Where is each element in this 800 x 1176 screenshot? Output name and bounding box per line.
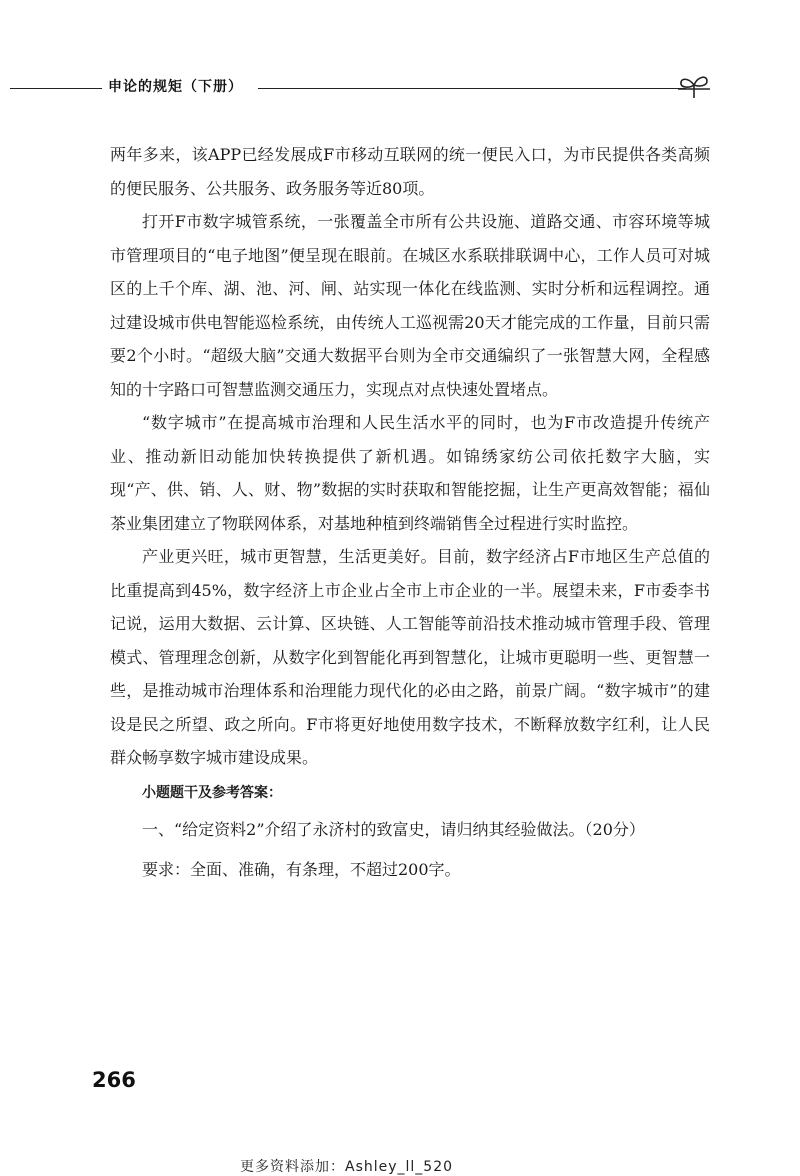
question-1: 一、“给定资料2”介绍了永济村的致富史，请归纳其经验做法。（20分） <box>142 820 645 839</box>
paragraph-2: 打开F市数字城管系统，一张覆盖全市所有公共设施、道路交通、市容环境等城市管理项目的“电子地图”便呈现在眼前。在城区水系联排联调中心，工作人员可对城区的上千个库、湖、池、河、闸、站实现一体化在线监测、实时分析和远程调控。通过建设城市供电智能巡检系统，由传统人工巡视需20天才能完成的工作量，目前只需要2个小时。“超级大脑”交通大数据平台则为全市交通编织了一张智慧大网，全程感知的十字路口可智慧监测交通压力，实现点对点快速处置堵点。 <box>110 212 710 399</box>
paragraph-3: “数字城市”在提高城市治理和人民生活水平的同时，也为F市改造提升传统产业、推动新旧动能加快转换提供了新机遇。如锦绣家纺公司依托数字大脑，实现“产、供、销、人、财、物”数据的实时获取和智能挖掘，让生产更高效智能；福仙茶业集团建立了物联网体系，对基地种植到终端销售全过程进行实时监控。 <box>110 413 710 533</box>
answer-requirement: 要求：全面、准确，有条理，不超过200字。 <box>142 860 461 879</box>
paragraph-4: 产业更兴旺，城市更智慧，生活更美好。目前，数字经济占F市地区生产总值的比重提高到45%，数字经济上市企业占全市上市企业的一半。展望未来，F市委李书记说，运用大数据、云计算、区块链、人工智能等前沿技术推动城市管理手段、管理模式、管理理念创新，从数字化到智能化再到智慧化，让城市更聪明一些、更智慧一些，是推动城市治理体系和治理能力现代化的必由之路，前景广阔。“数字城市”的建设是民之所望、政之所向。F市将更好地使用数字技术，不断释放数字红利，让人民群众畅享数字城市建设成果。 <box>110 547 710 767</box>
sprout-icon <box>676 72 712 100</box>
page-body <box>110 138 710 890</box>
running-header <box>0 72 800 102</box>
section-label: 小题题干及参考答案： <box>142 784 282 801</box>
paragraph-1: 两年多来，该APP已经发展成F市移动互联网的统一便民入口，为市民提供各类高频的便民服务、公共服务、政务服务等近80项。 <box>110 145 710 198</box>
page-number: 266 <box>92 1068 136 1092</box>
header-rule-left <box>10 88 102 89</box>
book-title: 申论的规矩（下册） <box>108 79 243 95</box>
footer-watermark: 更多资料添加：Ashley_ll_520 <box>240 1159 454 1175</box>
header-rule-right <box>258 88 686 89</box>
